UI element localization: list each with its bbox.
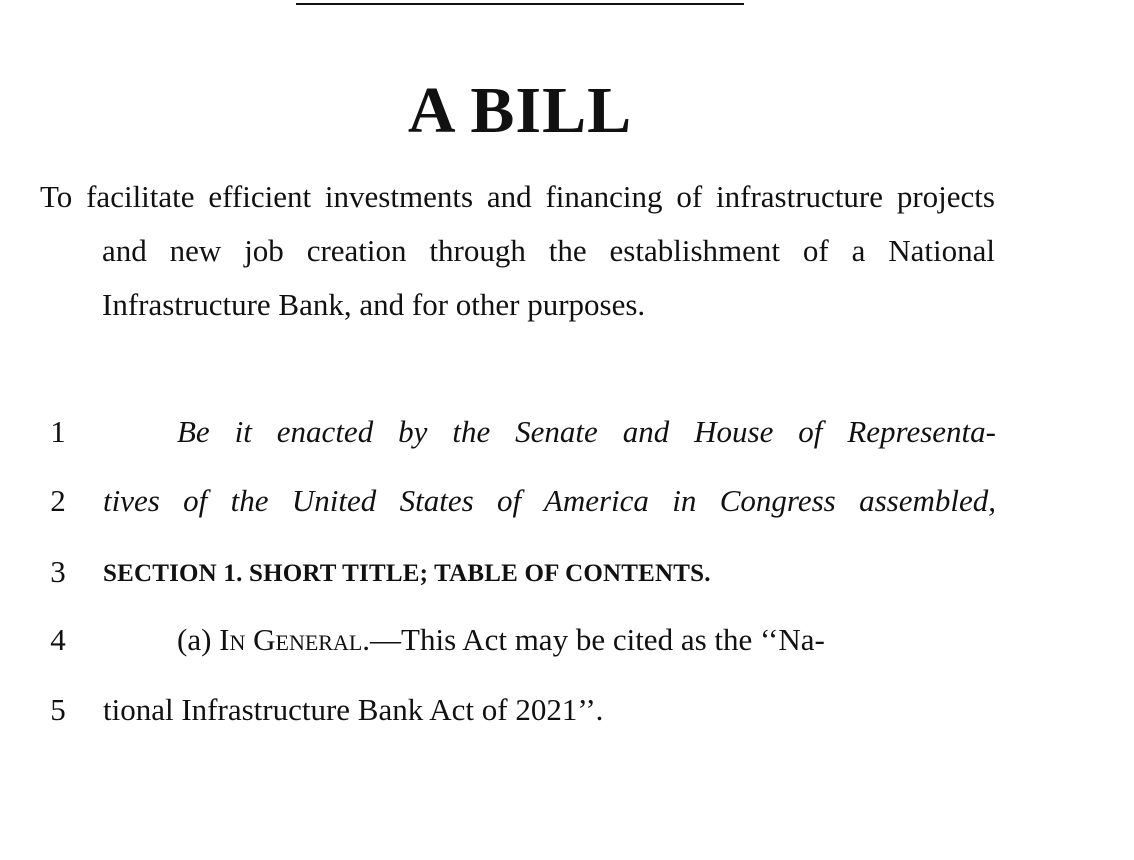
line-number: 5 bbox=[50, 692, 66, 727]
bill-purpose: To facilitate efficient investments and financing of infrastructure projects and new job creation through the establishment of a National Infrastructure Bank, and for other purposes. bbox=[40, 179, 995, 322]
subsection-text: —This Act may be cited as the ‘‘Na- bbox=[370, 622, 825, 657]
line-number: 2 bbox=[50, 483, 66, 518]
short-title-line: tional Infrastructure Bank Act of 2021’’. bbox=[103, 692, 604, 727]
subsection-line bbox=[103, 624, 996, 655]
line-number: 4 bbox=[50, 622, 66, 657]
enacting-clause-line: tives of the United States of America in Congress assembled, bbox=[103, 483, 996, 518]
top-rule bbox=[296, 3, 744, 5]
subsection-heading: In General. bbox=[219, 622, 371, 657]
subsection-marker: (a) bbox=[177, 622, 220, 657]
line-number: 1 bbox=[50, 414, 66, 449]
bill-heading: A BILL bbox=[407, 74, 633, 147]
line-number: 3 bbox=[50, 554, 66, 589]
enacting-clause-line: Be it enacted by the Senate and House of Representa- bbox=[177, 414, 996, 449]
section-heading: SECTION 1. SHORT TITLE; TABLE OF CONTENTS. bbox=[103, 560, 711, 587]
